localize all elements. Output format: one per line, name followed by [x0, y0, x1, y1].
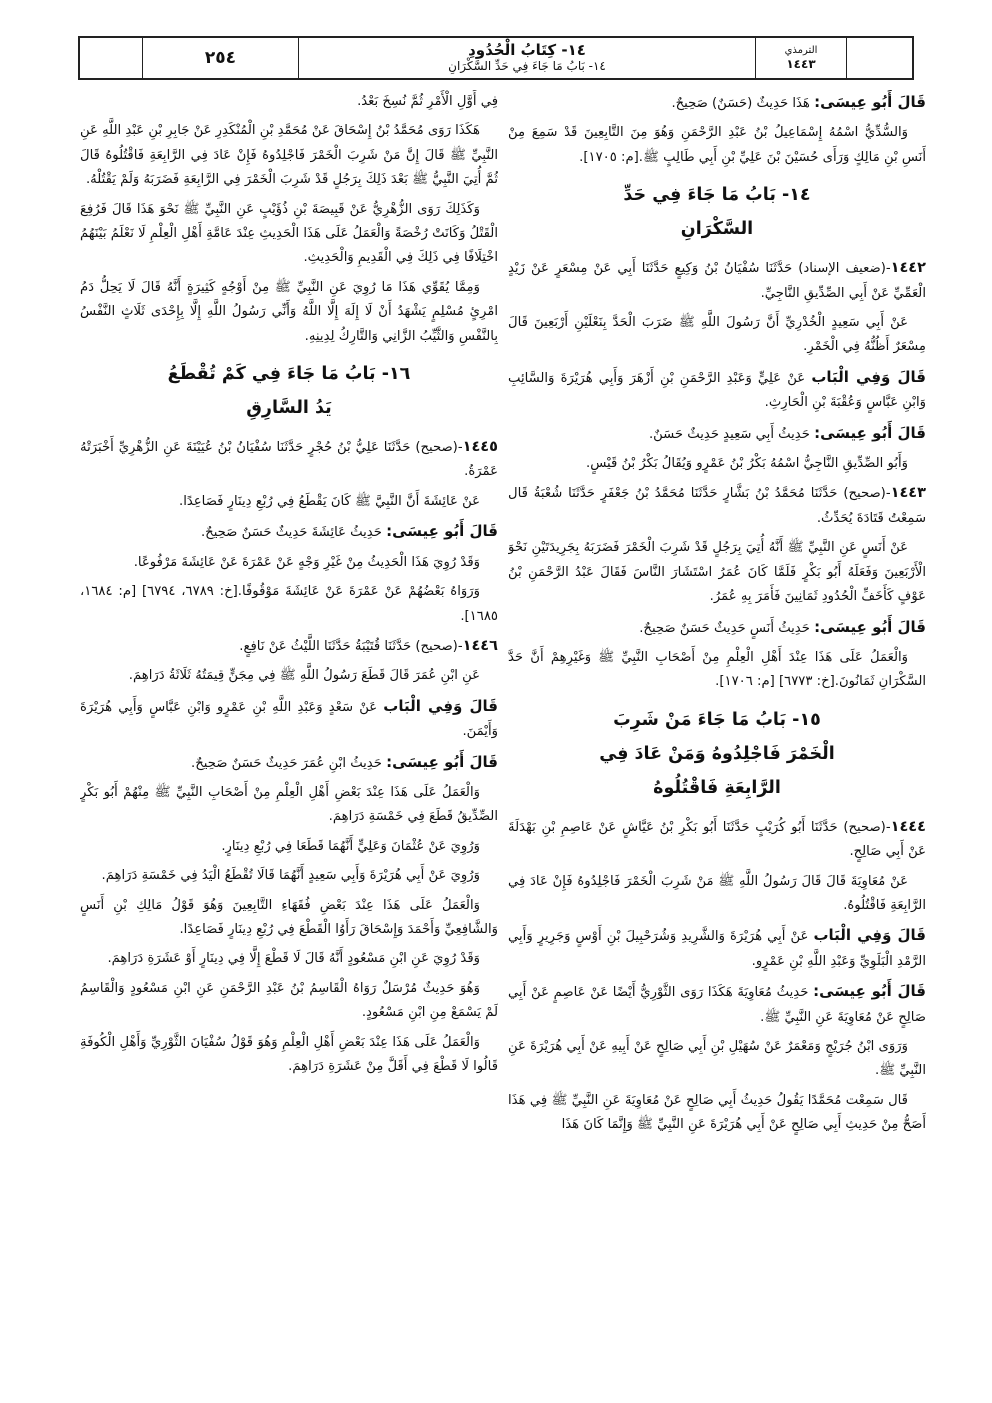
- hadith-1446: ١٤٤٦-(صحيح) حَدَّثَنَا قُتَيْبَةُ حَدَّثَنَا اللَّيْثُ عَنْ نَافِعٍ.: [239, 637, 498, 654]
- jabir-narration: هَكَذَا رَوَى مُحَمَّدُ بْنُ إِسْحَاقَ عَنْ مُحَمَّدِ بْنِ الْمُنْكَدِرِ عَنْ جَابِرِ بْنِ عَبْدِ اللَّهِ عَنِ النَّبِيِّ ﷺ قَالَ إِنَّ مَنْ شَرِبَ الْخَمْرَ فَاجْلِدُوهُ فَإِنْ عَادَ فِي الرَّابِعَةِ فَاقْتُلُوهُ قَالَ ثُمَّ أُتِيَ النَّبِيُّ ﷺ بَعْدَ ذَلِكَ بِرَجُلٍ قَدْ شَرِبَ الْخَمْرَ فِي الرَّابِعَةِ فَضَرَبَهُ وَلَمْ يَقْتُلْهُ.: [80, 123, 498, 188]
- page-number: ٢٥٤: [142, 38, 298, 78]
- kufa-note: وَالْعَمَلُ عَلَى هَذَا عِنْدَ بَعْضِ أَهْلِ الْعِلْمِ وَهُوَ قَوْلُ سُفْيَانَ الثَّوْرِيِّ وَأَهْلِ الْكُوفَةِ قَالُوا لَا قَطْعَ فِي أَقَلَّ مِنْ عَشَرَةِ دَرَاهِمَ.: [80, 1034, 498, 1074]
- hadith-1445: ١٤٤٥-(صحيح) حَدَّثَنَا عَلِيُّ بْنُ حُجْرٍ حَدَّثَنَا سُفْيَانُ بْنُ عُيَيْنَةَ عَنِ الزُّهْرِيِّ أَخْبَرَتْهُ عَمْرَةُ.: [80, 439, 498, 480]
- mursal-note: وَهُوَ حَدِيثٌ مُرْسَلٌ رَوَاهُ الْقَاسِمُ بْنُ عَبْدِ الرَّحْمَنِ عَنِ ابْنِ مَسْعُودٍ وَالْقَاسِمُ لَمْ يَسْمَعْ مِنِ ابْنِ مَسْعُودٍ.: [80, 980, 498, 1021]
- book-section-title: ١٤- كِتَابُ الْحُدُودِ: [468, 41, 586, 60]
- left-column: [80, 90, 498, 1365]
- hadith-1444: ١٤٤٤-(صحيح) حَدَّثَنَا أَبُو كُرَيْبٍ حَدَّثَنَا أَبُو بَكْرِ بْنُ عَيَّاشٍ عَنْ عَاصِمِ بْنِ بَهْدَلَةَ عَنْ أَبِي صَالِحٍ.: [508, 818, 926, 860]
- abu-isa-comment: قَالَ أَبُو عِيسَى: حَدِيثُ أَبِي سَعِيدٍ حَدِيثٌ حَسَنٌ.: [648, 423, 926, 442]
- header-blank-left: [80, 38, 142, 78]
- ibn-masud-note: وَقَدْ رُوِيَ عَنِ ابْنِ مَسْعُودٍ أَنَّهُ قَالَ لَا قَطْعَ إِلَّا فِي دِينَارٍ أَوْ عَشَرَةِ دَرَاهِمَ.: [107, 951, 480, 967]
- supporting-narration: وَمِمَّا يُقَوِّي هَذَا مَا رُوِيَ عَنِ النَّبِيِّ ﷺ مِنْ أَوْجُهٍ كَثِيرَةٍ أَنَّهُ قَالَ لَا يَحِلُّ دَمُ امْرِئٍ مُسْلِمٍ يَشْهَدُ أَنْ لَا إِلَهَ إِلَّا اللَّهُ وَأَنِّي رَسُولُ اللَّهِ إِلَّا بِإِحْدَى ثَلَاثٍ النَّفْسُ بِالنَّفْسِ وَالثَّيِّبُ الزَّانِي وَالتَّارِكُ لِدِينِهِ.: [80, 279, 498, 344]
- uthman-note: وَرُوِيَ عَنْ عُثْمَانَ وَعَلِيٍّ أَنَّهُمَا قَطَعَا فِي رُبْعِ دِينَارٍ.: [221, 838, 480, 854]
- hadith-1443-text: عَنْ أَنَسٍ عَنِ النَّبِيِّ ﷺ أَنَّهُ أُتِيَ بِرَجُلٍ قَدْ شَرِبَ الْخَمْرَ فَضَرَبَهُ بِجَرِيدَتَيْنِ نَحْوَ الْأَرْبَعِينَ وَفَعَلَهُ أَبُو بَكْرٍ فَلَمَّا كَانَ عُمَرُ اسْتَشَارَ النَّاسَ فَقَالَ عَبْدُ الرَّحْمَنِ بْنُ عَوْفٍ كَأَخَفِّ الْحُدُودِ ثَمَانِينَ فَأَمَرَ بِهِ عُمَرُ.: [508, 540, 926, 605]
- hadith-1445-text: عَنْ عَائِشَةَ أَنَّ النَّبِيَّ ﷺ كَانَ يَقْطَعُ فِي رُبْعِ دِينَارٍ فَصَاعِدًا.: [179, 493, 480, 509]
- continued-text: فِي أَوَّلِ الْأَمْرِ ثُمَّ نُسِخَ بَعْدُ.: [357, 94, 498, 109]
- practice-note: وَالْعَمَلُ عَلَى هَذَا عِنْدَ بَعْضِ أَهْلِ الْعِلْمِ مِنْ أَصْحَابِ النَّبِيِّ ﷺ مِنْهُمْ أَبُو بَكْرٍ الصِّدِّيقُ قَطَعَ فِي خَمْسَةِ دَرَاهِمَ.: [80, 784, 498, 825]
- hadith-1444-text: عَنْ مُعَاوِيَةَ قَالَ قَالَ رَسُولُ اللَّهِ ﷺ مَنْ شَرِبَ الْخَمْرَ فَاجْلِدُوهُ فَإِنْ عَادَ فِي الرَّابِعَةِ فَاقْتُلُوهُ.: [508, 873, 926, 913]
- hadith-1442: ١٤٤٢-(ضعيف الإسناد) حَدَّثَنَا سُفْيَانُ بْنُ وَكِيعٍ حَدَّثَنَا أَبِي عَنْ مِسْعَرٍ عَنْ زَيْدٍ الْعَمِّيِّ عَنْ أَبِي الصِّدِّيقِ النَّاجِيِّ.: [508, 260, 926, 301]
- abu-isa-comment: قَالَ أَبُو عِيسَى: حَدِيثُ عَائِشَةَ حَدِيثٌ حَسَنٌ صَحِيحٌ.: [200, 522, 498, 541]
- bukhari-note: قَال سَمِعْت مُحَمَّدًا يَقُولُ حَدِيثُ أَبِي صَالِحٍ عَنْ مُعَاوِيَةَ عَنِ النَّبِيِّ ﷺ فِي هَذَا أَصَحُّ مِنْ حَدِيثِ أَبِي صَالِحٍ عَنْ أَبِي هُرَيْرَةَ عَنِ النَّبِيِّ ﷺ وَإِنَّمَا كَانَ هَذَا: [508, 1092, 926, 1133]
- chapter-heading-16: ١٦- بَابُ مَا جَاءَ فِي كَمْ تُقْطَعُ يَدُ السَّارِقِ: [167, 364, 411, 419]
- narration-note: وَقَدْ رُوِيَ هَذَا الْحَدِيثُ مِنْ غَيْرِ وَجْهٍ عَنْ عَمْرَةَ عَنْ عَائِشَةَ مَرْفُوعًا.: [133, 554, 480, 570]
- abu-isa-comment: قَالَ أَبُو عِيسَى: حَدِيثُ ابْنِ عُمَرَ حَدِيثٌ حَسَنٌ صَحِيحٌ.: [191, 752, 498, 771]
- book-name: الترمذي: [784, 44, 818, 56]
- narration-note: وَرَوَى ابْنُ جُرَيْجٍ وَمَعْمَرٌ عَنْ سُهَيْلِ بْنِ أَبِي صَالِحٍ عَنْ أَبِيهِ عَنْ أَبِي هُرَيْرَةَ عَنِ النَّبِيِّ ﷺ.: [508, 1038, 926, 1079]
- chapter-running-title: ١٤- بَابُ مَا جَاءَ فِي حَدِّ السَّكْرَانِ: [448, 58, 606, 73]
- chapter-heading-14: ١٤- بَابُ مَا جَاءَ فِي حَدِّ السَّكْرَانِ: [623, 185, 811, 240]
- zuhri-narration: وَكَذَلِكَ رَوَى الزُّهْرِيُّ عَنْ قَبِيصَةَ بْنِ ذُؤَيْبٍ عَنِ النَّبِيِّ ﷺ نَحْوَ هَذَا قَالَ فَرُفِعَ الْقَتْلُ وَكَانَتْ رُخْصَةً وَالْعَمَلُ عَلَى هَذَا الْحَدِيثِ عِنْدَ عَامَّةِ أَهْلِ الْعِلْمِ لَا نَعْلَمُ بَيْنَهُمُ اخْتِلَافًا فِي ذَلِكَ فِي الْقَدِيمِ وَالْحَدِيثِ.: [80, 201, 498, 266]
- hadith-1443: ١٤٤٣-(صحيح) حَدَّثَنَا مُحَمَّدُ بْنُ بَشَّارٍ حَدَّثَنَا مُحَمَّدُ بْنُ جَعْفَرٍ حَدَّثَنَا شُعْبَةُ قَال سَمِعْتُ قَتَادَةَ يُحَدِّثُ.: [508, 485, 926, 526]
- hadith-1442-text: عَنْ أَبِي سَعِيدٍ الْخُدْرِيِّ أَنَّ رَسُولَ اللَّهِ ﷺ ضَرَبَ الْحَدَّ بِنَعْلَيْنِ أَرْبَعِينَ قَالَ مِسْعَرٌ أَظُنُّهُ فِي الْخَمْرِ.: [508, 315, 926, 355]
- hadith-range: ١٤٤٣: [786, 56, 816, 71]
- running-title: [298, 38, 755, 78]
- header-blank-right: [846, 38, 912, 78]
- abu-huraira-note: وَرُوِيَ عَنْ أَبِي هُرَيْرَةَ وَأَبِي سَعِيدٍ أَنَّهُمَا قَالَا تُقْطَعُ الْيَدُ فِي خَمْسَةِ دَرَاهِمَ.: [101, 868, 480, 884]
- abu-isa-comment: قَالَ أَبُو عِيسَى: هَذَا حَدِيثٌ (حَسَنٌ) صَحِيحٌ.: [671, 93, 926, 111]
- hadith-1446-text: عَنِ ابْنِ عُمَرَ قَالَ قَطَعَ رَسُولُ اللَّهِ ﷺ فِي مِجَنٍّ قِيمَتُهُ ثَلَاثَةُ دَرَاهِمَ.: [128, 668, 480, 684]
- mawquf-note: وَرَوَاهُ بَعْضُهُمْ عَنْ عَمْرَةَ عَنْ عَائِشَةَ مَوْقُوفًا.[خ: ٦٧٨٩، ٦٧٩٤] [م: ١٦٨٤، ١٦٨٥].: [80, 584, 498, 624]
- abu-isa-comment: قَالَ أَبُو عِيسَى: حَدِيثُ مُعَاوِيَةَ هَكَذَا رَوَى الثَّوْرِيُّ أَيْضًا عَنْ عَاصِمٍ عَنْ أَبِي صَالِحٍ عَنْ مُعَاوِيَةَ عَنِ النَّبِيِّ ﷺ.: [508, 982, 926, 1025]
- abu-isa-comment: قَالَ أَبُو عِيسَى: حَدِيثُ أَنَسٍ حَدِيثٌ حَسَنٌ صَحِيحٌ.: [639, 617, 926, 636]
- practice-note: وَالْعَمَلُ عَلَى هَذَا عِنْدَ أَهْلِ الْعِلْمِ مِنْ أَصْحَابِ النَّبِيِّ ﷺ وَغَيْرِهِمْ أَنَّ حَدَّ السَّكْرَانِ ثَمَانُونَ.[خ: ٦٧٧٣] [م: ١٧٠٦].: [508, 649, 926, 690]
- page-header: [78, 36, 914, 80]
- chapter-heading-15: ١٥- بَابُ مَا جَاءَ مَنْ شَرِبَ الْخَمْرَ فَاجْلِدُوهُ وَمَنْ عَادَ فِي الرَّابِعَةِ فَاقْتُلُوهُ: [599, 709, 835, 798]
- narrator-note: وَأَبُو الصِّدِّيقِ النَّاجِيُّ اسْمُهُ بَكْرُ بْنُ عَمْرٍو وَيُقَالُ بَكْرُ بْنُ قَيْسٍ.: [586, 456, 908, 472]
- chapter-note-1: قَالَ وَفِي الْبَاب عَنْ عَلِيٍّ وَعَبْدِ الرَّحْمَنِ بْنِ أَزْهَرَ وَأَبِي هُرَيْرَةَ وَالسَّائِبِ وَابْنِ عَبَّاسٍ وَعُقْبَةَ بْنِ الْحَارِثِ.: [508, 367, 926, 411]
- right-column: [508, 90, 926, 1365]
- fuqaha-note: وَالْعَمَلُ عَلَى هَذَا عِنْدَ بَعْضِ فُقَهَاءِ التَّابِعِينَ وَهُوَ قَوْلُ مَالِكِ بْنِ أَنَسٍ وَالشَّافِعِيِّ وَأَحْمَدَ وَإِسْحَاقَ رَأَوُا الْقَطْعَ فِي رُبْعِ دِينَارٍ فَصَاعِدًا.: [80, 897, 498, 937]
- narrator-note: وَالسُّدِّيُّ اسْمُهُ إِسْمَاعِيلُ بْنُ عَبْدِ الرَّحْمَنِ وَهُوَ مِنَ التَّابِعِينَ قَدْ سَمِعَ مِنْ أَنَسِ بْنِ مَالِكٍ وَرَأَى حُسَيْنَ بْنَ عَلِيِّ بْنِ أَبِي طَالِبٍ ﷺ.[م: ١٧٠٥].: [508, 125, 926, 165]
- book-reference: [755, 38, 846, 78]
- chapter-note-2: قَالَ وَفِي الْبَاب عَنْ أَبِي هُرَيْرَةَ وَالشَّرِيدِ وَشُرَحْبِيلَ بْنِ أَوْسٍ وَجَرِيرٍ وَأَبِي الرَّمْدِ الْبَلَوِيِّ وَعَبْدِ اللَّهِ بْنِ عَمْرٍو.: [508, 926, 926, 969]
- chapter-note-3: قَالَ وَفِي الْبَاب عَنْ سَعْدٍ وَعَبْدِ اللَّهِ بْنِ عَمْرٍو وَابْنِ عَبَّاسٍ وَأَبِي هُرَيْرَةَ وَأَيْمَنَ.: [80, 696, 498, 740]
